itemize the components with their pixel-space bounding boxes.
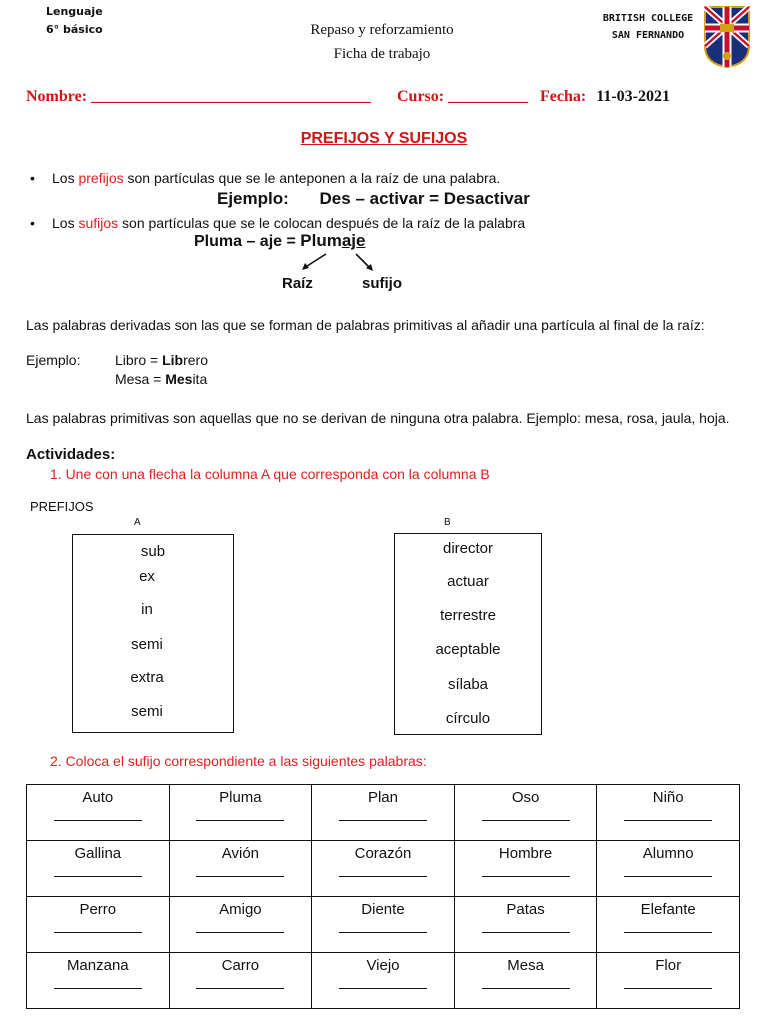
date-value: 11-03-2021 bbox=[596, 88, 670, 105]
table-row bbox=[27, 953, 740, 1009]
derived-example-2: Mesa = Mesita bbox=[115, 371, 208, 387]
cell-word: Hombre bbox=[498, 845, 553, 862]
cell-word: Patas bbox=[506, 901, 545, 918]
table-cell bbox=[169, 785, 312, 841]
column-a-item: ex bbox=[139, 568, 155, 585]
answer-blank[interactable] bbox=[196, 932, 284, 933]
answer-blank[interactable] bbox=[482, 876, 570, 877]
table-cell bbox=[454, 953, 597, 1009]
name-field bbox=[26, 88, 371, 106]
answer-blank[interactable] bbox=[482, 988, 570, 989]
bullet-icon: • bbox=[30, 215, 35, 231]
date-field bbox=[540, 88, 670, 106]
suffix-definition: • Los sufijos son partículas que se le colocan después de la raíz de la palabra bbox=[30, 215, 526, 231]
table-cell bbox=[27, 841, 170, 897]
answer-blank[interactable] bbox=[339, 820, 427, 821]
answer-blank[interactable] bbox=[624, 876, 712, 877]
example-suffix bbox=[194, 231, 365, 251]
table-cell bbox=[312, 953, 455, 1009]
cell-word: Amigo bbox=[219, 901, 262, 918]
column-a-letter: A bbox=[134, 517, 141, 528]
suffix-keyword: sufijos bbox=[78, 215, 119, 231]
answer-blank[interactable] bbox=[196, 820, 284, 821]
cell-word: Flor bbox=[655, 957, 682, 974]
school-crest-icon bbox=[704, 6, 750, 68]
name-blank: ___________________________________ bbox=[91, 88, 372, 105]
answer-blank[interactable] bbox=[54, 988, 142, 989]
table-cell bbox=[454, 785, 597, 841]
answer-blank[interactable] bbox=[54, 876, 142, 877]
column-a-item: in bbox=[141, 601, 153, 618]
header-title-2: Ficha de trabajo bbox=[333, 46, 431, 62]
table-cell bbox=[312, 897, 455, 953]
answer-blank[interactable] bbox=[54, 820, 142, 821]
table-cell bbox=[597, 841, 740, 897]
activities-heading: Actividades: bbox=[26, 446, 116, 463]
answer-blank[interactable] bbox=[624, 820, 712, 821]
cell-word: Avión bbox=[221, 845, 260, 862]
example-arrows bbox=[296, 250, 386, 276]
answer-blank[interactable] bbox=[339, 988, 427, 989]
table-row bbox=[27, 841, 740, 897]
cell-word: Niño bbox=[652, 789, 684, 806]
column-b-item: sílaba bbox=[447, 676, 489, 693]
example-suffix-left: Pluma – aje = bbox=[194, 233, 301, 250]
cell-word: Elefante bbox=[640, 901, 696, 918]
prefix-definition: • Los prefijos son partículas que se le anteponen a la raíz de una palabra. bbox=[30, 170, 501, 186]
column-a-box bbox=[72, 534, 234, 733]
column-b-item: círculo bbox=[445, 710, 491, 727]
table-cell bbox=[27, 785, 170, 841]
column-b-item: director bbox=[442, 540, 494, 557]
table-cell bbox=[169, 953, 312, 1009]
answer-blank[interactable] bbox=[482, 932, 570, 933]
cell-word: Perro bbox=[79, 901, 117, 918]
course-label: Curso: bbox=[397, 88, 445, 105]
root-label: Raíz bbox=[282, 275, 313, 292]
answer-blank[interactable] bbox=[54, 932, 142, 933]
column-a-item: sub bbox=[140, 543, 166, 560]
cell-word: Corazón bbox=[354, 845, 412, 862]
table-cell bbox=[312, 785, 455, 841]
name-label: Nombre: bbox=[26, 88, 88, 105]
table-row bbox=[27, 785, 740, 841]
school-name-1: BRITISH COLLEGE bbox=[602, 13, 694, 24]
example-prefix bbox=[217, 189, 530, 209]
table-cell bbox=[27, 953, 170, 1009]
column-b-item: terrestre bbox=[440, 607, 496, 624]
suffix-label: sufijo bbox=[362, 275, 402, 292]
column-b-box bbox=[394, 533, 542, 735]
cell-word: Alumno bbox=[642, 845, 694, 862]
bullet-icon: • bbox=[30, 170, 35, 186]
derived-definition: Las palabras derivadas son las que se forman de palabras primitivas al añadir una partícula al final de la raíz: bbox=[26, 317, 705, 333]
answer-blank[interactable] bbox=[339, 932, 427, 933]
derived-example-1: Libro = Librero bbox=[115, 352, 208, 368]
cell-word: Plan bbox=[367, 789, 398, 806]
answer-blank[interactable] bbox=[624, 932, 712, 933]
cell-word: Oso bbox=[511, 789, 540, 806]
activity-1-instruction: 1. Une con una flecha la columna A que corresponda con la columna B bbox=[50, 466, 490, 482]
column-b-item: actuar bbox=[447, 573, 489, 590]
prefijos-label: PREFIJOS bbox=[30, 499, 94, 514]
table-cell bbox=[312, 841, 455, 897]
cell-word: Carro bbox=[221, 957, 260, 974]
arrow-down-right-icon bbox=[356, 254, 373, 271]
example-suffix-root: Plum bbox=[300, 231, 342, 250]
answer-blank[interactable] bbox=[196, 876, 284, 877]
column-a-item: semi bbox=[131, 636, 163, 653]
table-cell bbox=[454, 897, 597, 953]
answer-blank[interactable] bbox=[196, 988, 284, 989]
column-b-letter: B bbox=[444, 517, 451, 528]
header-title-1: Repaso y reforzamiento bbox=[310, 22, 454, 38]
table-cell bbox=[597, 785, 740, 841]
answer-blank[interactable] bbox=[339, 876, 427, 877]
table-row bbox=[27, 897, 740, 953]
derived-example-label: Ejemplo: bbox=[26, 352, 81, 368]
page-title: PREFIJOS Y SUFIJOS bbox=[300, 130, 468, 147]
cell-word: Pluma bbox=[219, 789, 262, 806]
table-cell bbox=[597, 897, 740, 953]
cell-word: Manzana bbox=[66, 957, 129, 974]
answer-blank[interactable] bbox=[624, 988, 712, 989]
grade-label: 6° básico bbox=[46, 23, 103, 36]
example-label: Ejemplo: bbox=[217, 189, 289, 208]
cell-word: Auto bbox=[82, 789, 114, 806]
prefix-keyword: prefijos bbox=[78, 170, 124, 186]
course-field bbox=[397, 88, 528, 106]
suffix-table bbox=[26, 784, 740, 1009]
cell-word: Gallina bbox=[74, 845, 122, 862]
school-name-2: SAN FERNANDO bbox=[611, 30, 685, 41]
primitive-definition: Las palabras primitivas son aquellas que no se derivan de ninguna otra palabra. Ejemplo: mesa, rosa, jaula, hoja. bbox=[26, 410, 730, 426]
example-prefix-text: Des – activar = Desactivar bbox=[319, 189, 530, 208]
cell-word: Viejo bbox=[366, 957, 400, 974]
course-blank: __________ bbox=[448, 88, 529, 105]
answer-blank[interactable] bbox=[482, 820, 570, 821]
subject-label: Lenguaje bbox=[46, 5, 103, 18]
date-label: Fecha: bbox=[540, 88, 587, 105]
column-a-item: semi bbox=[131, 703, 163, 720]
cell-word: Mesa bbox=[507, 957, 544, 974]
column-b-item: aceptable bbox=[435, 641, 501, 658]
table-cell bbox=[597, 953, 740, 1009]
example-suffix-ending: aje bbox=[341, 231, 366, 250]
table-cell bbox=[27, 897, 170, 953]
activity-2-instruction: 2. Coloca el sufijo correspondiente a las siguientes palabras: bbox=[50, 753, 427, 769]
table-cell bbox=[454, 841, 597, 897]
arrow-down-left-icon bbox=[302, 254, 326, 270]
cell-word: Diente bbox=[361, 901, 405, 918]
table-cell bbox=[169, 897, 312, 953]
column-a-item: extra bbox=[130, 669, 164, 686]
table-cell bbox=[169, 841, 312, 897]
